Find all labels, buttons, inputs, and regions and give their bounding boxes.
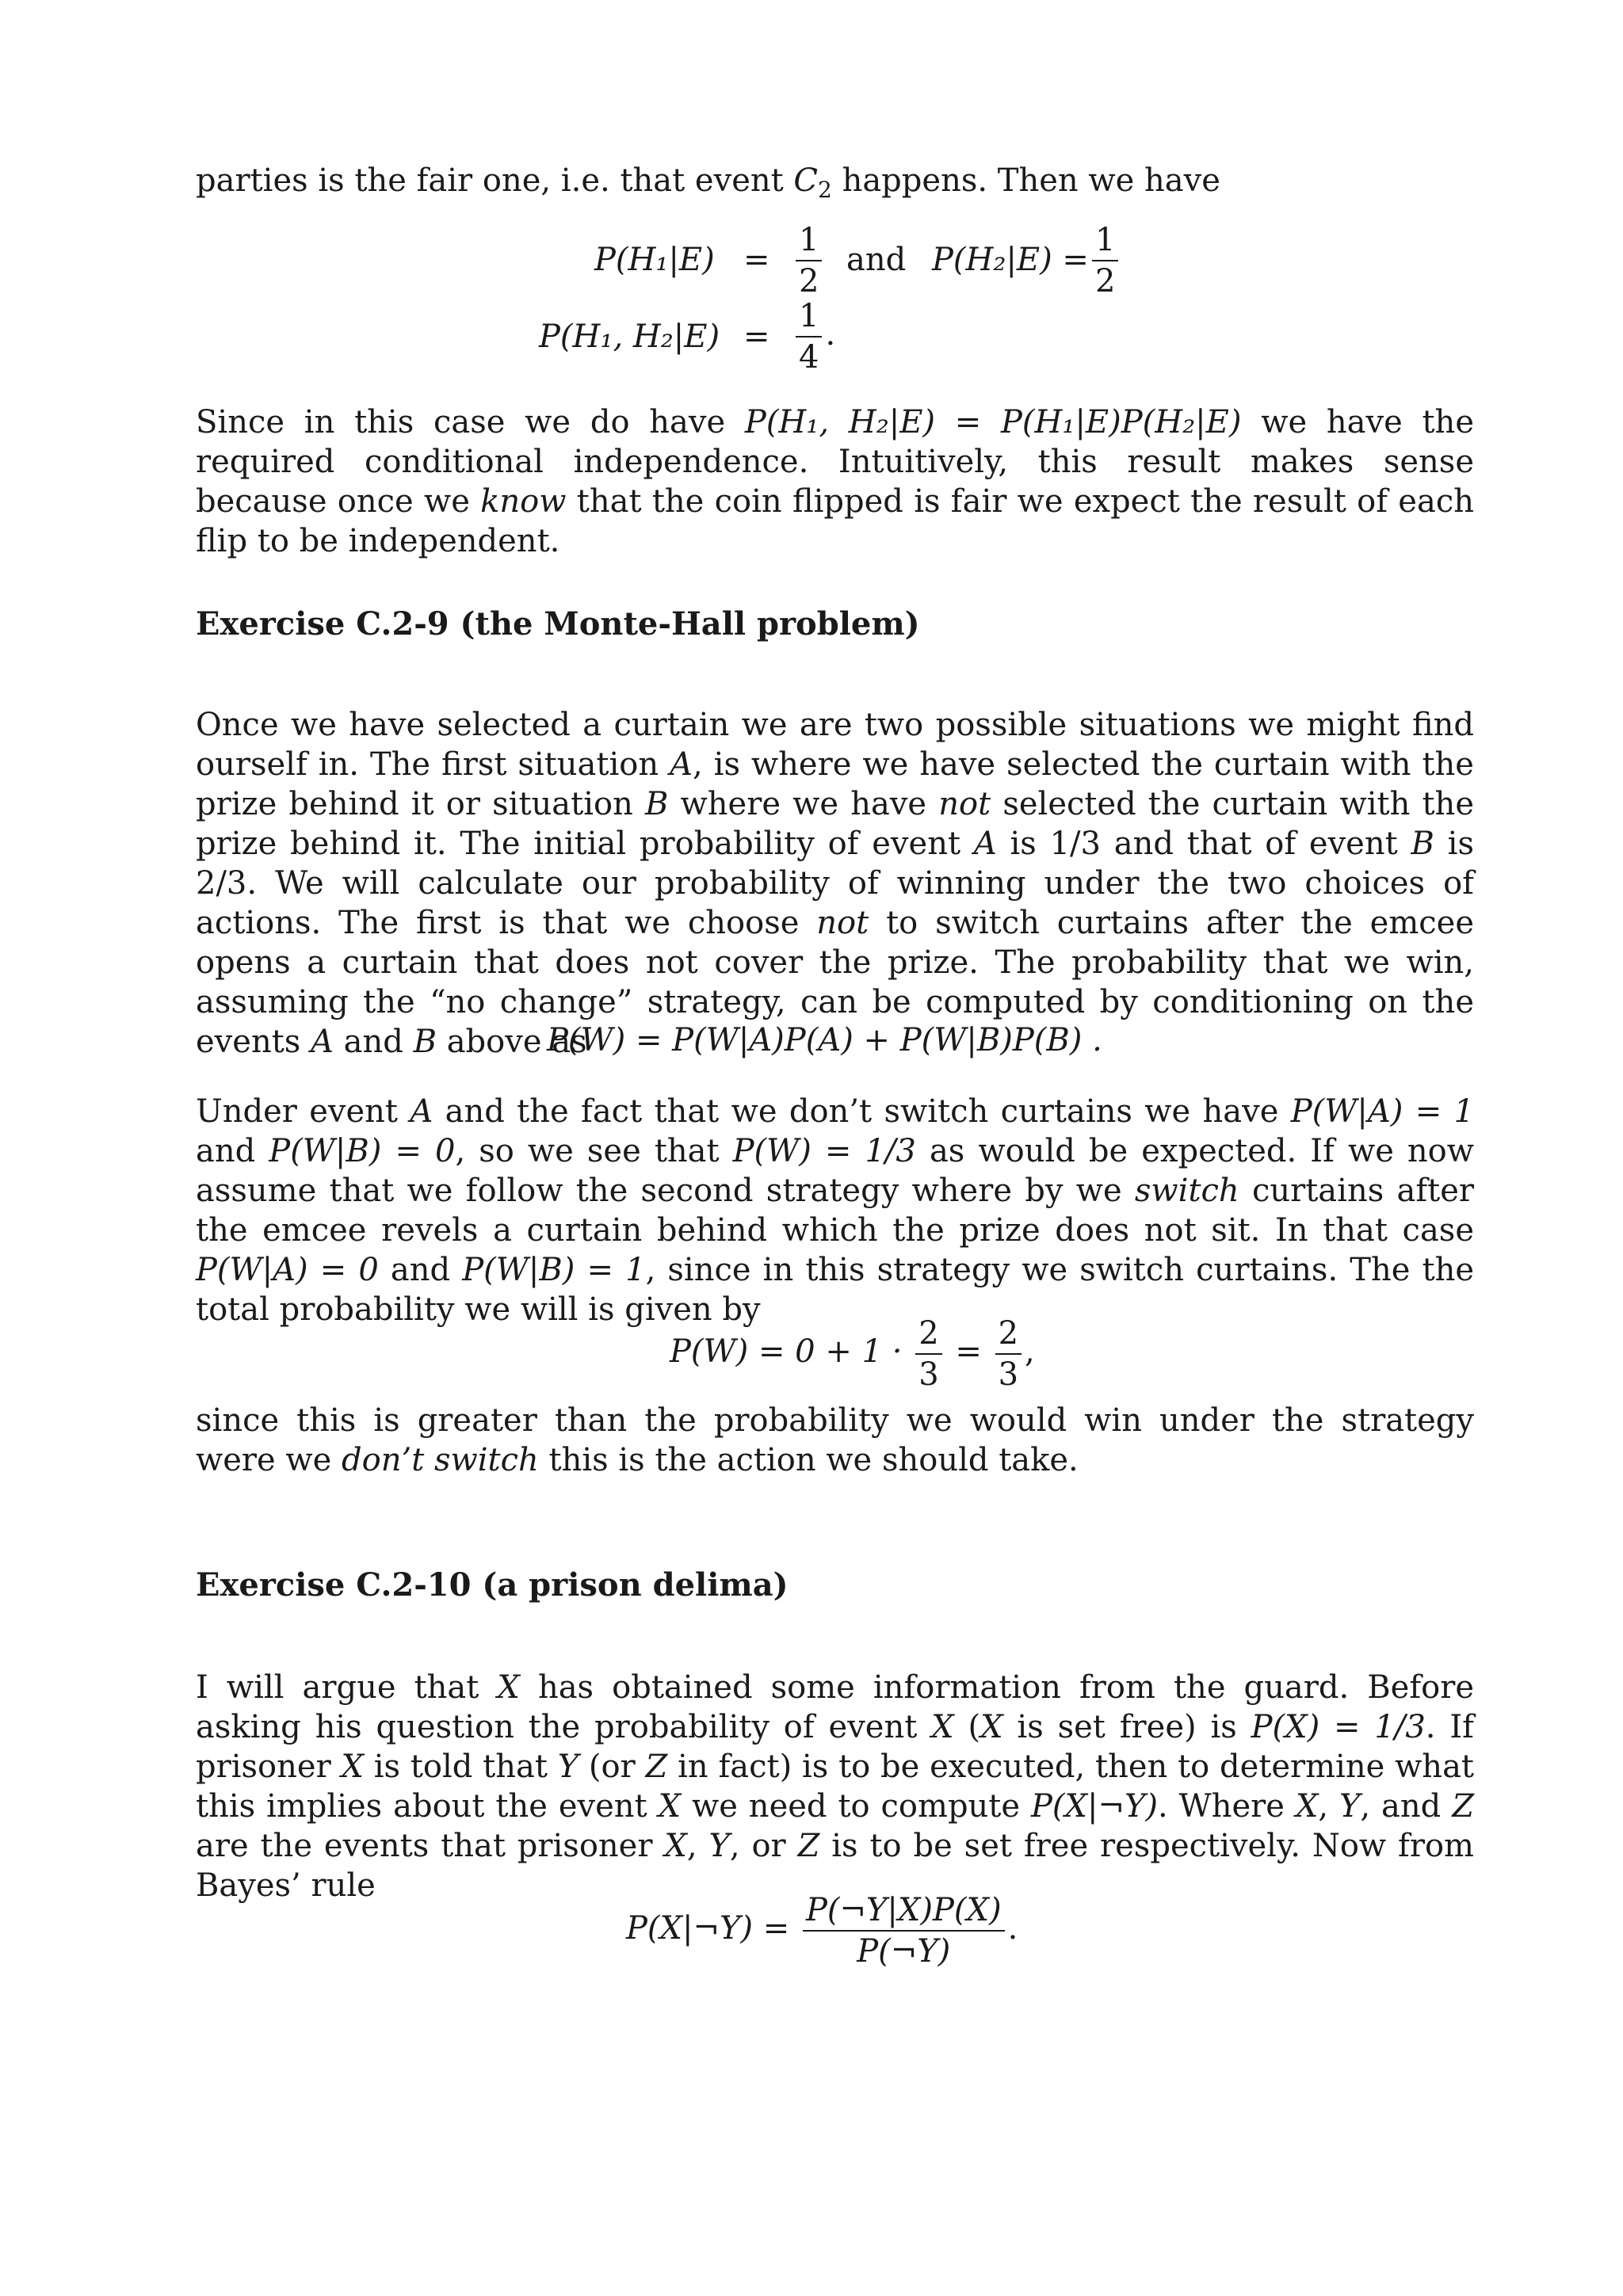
eq1-row1-lhs: P(H₁|E): [594, 242, 715, 278]
eq1-row1-eq: =: [743, 242, 770, 278]
exercise-heading-c2-10: Exercise C.2-10 (a prison delima): [196, 1566, 789, 1604]
equation-bayes-rule: P(X|¬Y) = $\frac{P(\neg Y|X)P(X)}{P(\neg Y)}$ .: [626, 1892, 1018, 1970]
paragraph-conclusion: since this is greater than the probability we would win under the strategy were we don’t switch this is the action we should take.: [196, 1402, 1474, 1478]
paragraph-monte-hall: Once we have selected a curtain we are two possible situations we might find ourself in. The first situation A, is where we have selected the curtain with the prize behind it or situation B where we have not selected the curtain with the prize behind it. The initial probability of event A is 1/3 and that of event B is 2/3. We will calculate our probability of winning under the two choices of actions. The first is that we choose not to switch curtains after the emcee opens a curtain that does not cover the prize. The probability that we win, assuming the “no change” strategy, can be computed by conditioning on the events A and B above as: [196, 707, 1474, 1060]
event-symbol: C: [793, 162, 819, 199]
eq1-row1-rhs-fraction: $\frac{1}{2}$: [1089, 222, 1121, 299]
eq1-row2-lhs: P(H₁, H₂|E): [539, 318, 720, 355]
eq1-row1-rhs: P(H₂|E) =: [932, 242, 1089, 278]
exercise-heading-c2-9: Exercise C.2-9 (the Monte-Hall problem): [196, 605, 920, 643]
intro-paragraph: [196, 161, 1474, 203]
intro-text: parties is the fair one, i.e. that event: [196, 162, 794, 199]
intro-text-end: happens. Then we have: [831, 162, 1220, 199]
eq1-row2-fraction: $\frac{1}{4}$ .: [792, 298, 835, 376]
paragraph-prison: I will argue that X has obtained some information from the guard. Before asking his question the probability of event X (X is set free) is P(X) = 1/3. If prisoner X is told that Y (or Z in fact) is to be executed, then to determine what this implies about the event X we need to compute P(X|¬Y). Where X, Y, and Z are the events that prisoner X, Y, or Z is to be set free respectively. Now from Bayes’ rule: [196, 1669, 1475, 1904]
emphasis: know: [480, 483, 567, 520]
paragraph-conditional-independence: Since in this case we do have P(H₁, H₂|E) = P(H₁|E)P(H₂|E) we have the required conditional independence. Intuitively, this result makes sense because once we know that the coin flipped is fair we expect the result of each flip to be independent.: [196, 404, 1474, 559]
event-subscript: 2: [818, 177, 832, 203]
eq1-row2-eq: =: [743, 318, 770, 355]
paragraph-strategy: Under event A and the fact that we don’t switch curtains we have P(W|A) = 1 and P(W|B) = 0, so we see that P(W) = 1/3 as would be expected. If we now assume that we follow the second strategy where by we switch curtains after the emcee revels a curtain behind which the prize does not sit. In that case P(W|A) = 0 and P(W|B) = 1, since in this strategy we switch curtains. The the total probability we will is given by: [196, 1093, 1475, 1328]
eq1-and: and: [846, 242, 907, 278]
equation-total-probability: P(W) = P(W|A)P(A) + P(W|B)P(B) .: [547, 1022, 1102, 1058]
eq1-row1-fraction: $\frac{1}{2}$: [792, 222, 825, 299]
math-inline: P(H₁, H₂|E) = P(H₁|E)P(H₂|E): [744, 404, 1242, 441]
equation-switch-probability: P(W) = 0 + 1 · $\frac{2}{3}$ = $\frac{2}{3}$ ,: [670, 1315, 1035, 1393]
